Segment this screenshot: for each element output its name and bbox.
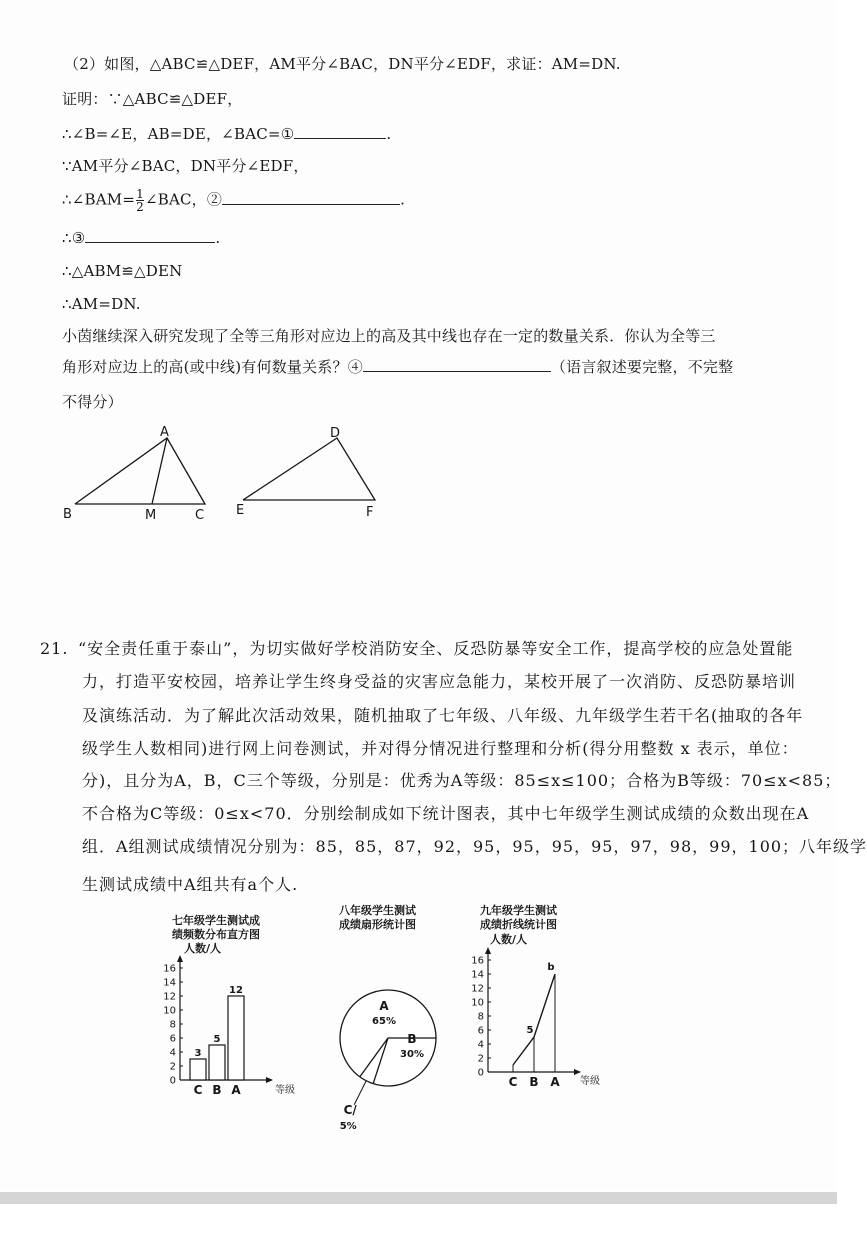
grade8-pie-chart (325, 898, 455, 1132)
grade7-histogram (150, 910, 310, 1110)
vertex-b: B (63, 507, 72, 522)
proof-line-3-post: ∠BAC，② (144, 190, 223, 209)
triangle-def-outline (243, 438, 375, 500)
q21-number: 21. (40, 639, 69, 658)
chart1-ytick-10: 10 (163, 1005, 176, 1017)
chart1-xtick-A: A (231, 1083, 241, 1097)
chart2-title-line2: 成绩扇形统计图 (339, 918, 416, 931)
chart1-bar-label-A: 12 (229, 985, 243, 996)
q21-line-8: 生测试成绩中A组共有a个人. (82, 875, 299, 894)
chart1-ytick-16: 16 (163, 963, 176, 975)
proof-head: 证明：∵△ABC≌△DEF， (62, 90, 243, 108)
q21-line-5: 分)，且分为A，B，C三个等级，分别是：优秀为A等级：85≤x≤100；合格为B等级：70≤x<85； (82, 771, 842, 790)
chart2-title-line1: 八年级学生测试 (339, 904, 416, 917)
para-line-2-text: 角形对应边上的高(或中线)有何数量关系？④ (62, 358, 363, 376)
chart2-leader-C (354, 1081, 366, 1105)
chart2-slice-pct-C: 5% (339, 1120, 357, 1132)
chart1-bar-A (228, 996, 244, 1080)
q21-line-6: 不合格为C等级：0≤x<70．分别绘制成如下统计图表，其中七年级学生测试成绩的众数出现在A (82, 804, 810, 823)
chart3-xtick-B: B (529, 1075, 539, 1089)
chart1-bar-B (209, 1045, 225, 1080)
triangle-abc-outline (75, 438, 205, 504)
vertex-c: C (195, 508, 205, 523)
chart3-y-arrow (485, 947, 491, 954)
para-line-3: 不得分） (62, 393, 123, 411)
chart1-bar-C (190, 1059, 206, 1080)
chart1-ytick-14: 14 (163, 977, 176, 989)
chart1-title-line1: 七年级学生测试成 (172, 914, 260, 927)
chart3-x-arrow (574, 1069, 581, 1075)
vertex-f: F (366, 505, 374, 520)
answer-blank-4[interactable] (363, 357, 551, 372)
chart2-slice-label-B: B (407, 1032, 417, 1046)
chart1-ytick-8: 8 (169, 1019, 176, 1031)
chart3-ytick-4: 4 (477, 1039, 484, 1051)
chart1-y-arrow (177, 955, 183, 962)
chart3-xtick-C: C (508, 1075, 518, 1089)
chart1-ylabel: 人数/人 (184, 942, 222, 955)
triangle-figures (55, 420, 395, 525)
chart1-ytick-2: 2 (169, 1061, 176, 1073)
para-line-2 (62, 357, 733, 377)
proof-line-4-text: ∴③ (62, 229, 86, 247)
fraction-one-half (136, 188, 144, 213)
chart1-ytick-6: 6 (169, 1033, 176, 1045)
proof-line-1-end: . (386, 125, 392, 143)
q21-line-1: “安全责任重于泰山”，为切实做好学校消防安全、反恐防暴等安全工作，提高学校的应急处置能 (78, 639, 794, 658)
answer-blank-1[interactable] (294, 124, 386, 139)
bottom-divider-bar (0, 1192, 837, 1204)
chart1-xlabel: 等级 (275, 1085, 295, 1096)
chart2-slice-pct-A: 65% (372, 1016, 396, 1027)
chart1-xtick-B: B (212, 1083, 222, 1097)
vertex-a: A (160, 425, 169, 440)
q21-line-2: 力，打造平安校园，培养让学生终身受益的灾害应急能力，某校开展了一次消防、反恐防暴培训 (82, 672, 797, 691)
proof-line-5: ∴△ABM≌△DEN (62, 262, 183, 280)
part2-intro: （2）如图，△ABC≌△DEF，AM平分∠BAC，DN平分∠EDF，求证：AM=DN. (64, 55, 621, 73)
chart3-ytick-2: 2 (477, 1053, 484, 1065)
proof-line-2: ∵AM平分∠BAC，DN平分∠EDF， (62, 157, 309, 175)
chart3-point-label-A: b (547, 962, 555, 973)
grade9-line-chart (458, 898, 618, 1098)
chart1-title-line2: 绩频数分布直方图 (172, 928, 260, 941)
proof-line-6: ∴AM=DN. (62, 295, 141, 313)
chart1-ytick-12: 12 (163, 991, 176, 1003)
fraction-numerator: 1 (136, 187, 144, 201)
chart3-ytick-0: 0 (477, 1067, 484, 1079)
chart3-ytick-14: 14 (471, 969, 484, 981)
chart3-ytick-10: 10 (471, 997, 484, 1009)
proof-line-4-end: . (215, 229, 221, 247)
chart1-bar-label-C: 3 (194, 1048, 202, 1059)
vertex-e: E (236, 503, 245, 518)
proof-line-3-end: . (400, 190, 406, 209)
point-m: M (145, 508, 157, 523)
triangle-abc (75, 438, 205, 504)
chart3-point-label-B: 5 (526, 1025, 534, 1036)
proof-line-3-pre: ∴∠BAM= (62, 190, 136, 209)
chart3-ytick-16: 16 (471, 955, 484, 967)
proof-line-3 (62, 188, 405, 213)
chart3-title-line2: 成绩折线统计图 (480, 918, 557, 931)
chart1-plot (163, 955, 273, 1097)
chart2-slice-pct-B: 30% (400, 1049, 424, 1060)
q21-line-4: 级学生人数相同)进行网上问卷测试，并对得分情况进行整理和分析(得分用整数 x 表示，单位： (82, 739, 799, 758)
chart3-title-line1: 九年级学生测试 (480, 904, 557, 917)
chart3-ytick-6: 6 (477, 1025, 484, 1037)
chart3-ytick-12: 12 (471, 983, 484, 995)
chart1-xtick-C: C (193, 1083, 203, 1097)
triangle-def (243, 438, 375, 500)
para-line-1: 小茵继续深入研究发现了全等三角形对应边上的高及其中线也存在一定的数量关系．你认为全等三 (62, 327, 716, 345)
chart3-plot (471, 947, 581, 1089)
chart1-ytick-4: 4 (169, 1047, 176, 1059)
q21-line-3: 及演练活动．为了解此次活动效果，随机抽取了七年级、八年级、九年级学生若干名(抽取的各年 (82, 706, 804, 725)
answer-blank-2[interactable] (222, 190, 400, 205)
chart3-ylabel: 人数/人 (490, 933, 528, 946)
chart3-ytick-8: 8 (477, 1011, 484, 1023)
q21-line-7: 组．A组测试成绩情况分别为：85，85，87，92，95，95，95，95，97，98，99，100；八年级学 (82, 837, 867, 856)
vertex-d: D (330, 426, 341, 441)
proof-line-1 (62, 124, 391, 144)
chart3-xlabel: 等级 (580, 1076, 600, 1087)
para-line-2-end: （语言叙述要完整，不完整 (550, 358, 734, 376)
fraction-denominator: 2 (136, 200, 144, 214)
proof-line-1-text: ∴∠B=∠E，AB=DE，∠BAC=① (62, 125, 295, 143)
chart1-bar-label-B: 5 (213, 1034, 221, 1045)
chart2-slice-label-C: C/ (343, 1102, 357, 1117)
chart3-xtick-A: A (550, 1075, 560, 1089)
chart1-ytick-0: 0 (169, 1075, 176, 1087)
chart1-x-arrow (266, 1077, 273, 1083)
answer-blank-3[interactable] (85, 228, 215, 243)
chart2-slice-label-A: A (379, 999, 389, 1013)
proof-line-4 (62, 228, 220, 248)
chart2-plot (340, 990, 436, 1132)
